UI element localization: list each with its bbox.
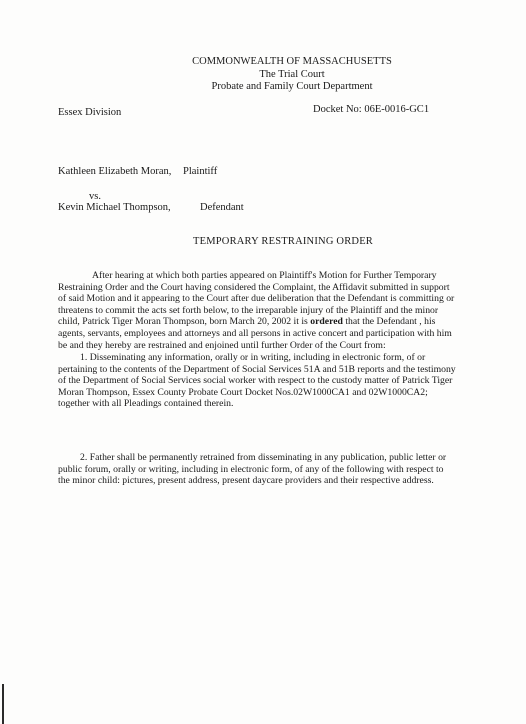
court-header [0, 56, 526, 94]
order-item-2: 2. Father shall be permanently retrained from disseminating in any publication, public letter or public forum, orally or writing, including in electronic form, of any of the following with respect to the minor child: pictures, present address, present daycare providers and their respective address. [58, 452, 447, 487]
versus-label: vs. [89, 191, 101, 202]
plaintiff-line [58, 166, 218, 177]
docket-number: Docket No: 06E-0016-GC1 [313, 104, 430, 115]
division-label: Essex Division [58, 107, 122, 118]
header-department: Probate and Family Court Department [211, 81, 373, 92]
intro-ordered: ordered [310, 316, 343, 328]
order-item-1: 1. Disseminating any information, orally or in writing, including in electronic form, of or pertaining to the contents of the Department of Social Services 51A and 51B reports and the testimony of the Department of Social Services social worker with respect to the custody matter of Patrick Tiger Moran Thompson, Essex County Probate Court Docket Nos.02W1000CA1 and 02W1000CA2; together with all Pleadings contained therein. [58, 352, 456, 410]
header-trial-court: The Trial Court [259, 68, 325, 80]
plaintiff-name: Kathleen Elizabeth Moran, [58, 166, 172, 177]
defendant-line [58, 202, 244, 213]
defendant-name: Kevin Michael Thompson, [58, 202, 171, 213]
intro-after: that the Defendant , his agents, servants, employees and attorneys and all persons in active concert and participation with him be and they hereby are restrained and enjoined until further Order of the Court from: [58, 316, 452, 351]
plaintiff-role: Plaintiff [183, 166, 218, 177]
intro-paragraph [58, 270, 456, 351]
intro-before: After hearing at which both parties appeared on Plaintiff's Motion for Further Temporary Restraining Order and the Court having considered the Complaint, the Affidavit submitted in support of said Motion and it appearing to the Court after due deliberation that the Defendant is committing or threatens to commit the acts set forth below, to the irreparable injury of the Plaintiff and the minor child, Patrick Tiger Moran Thompson, born March 20, 2002 it is [58, 270, 455, 328]
defendant-role: Defendant [200, 202, 244, 213]
document-title: TEMPORARY RESTRAINING ORDER [192, 236, 374, 247]
scan-edge-mark [2, 684, 4, 724]
header-commonwealth: COMMONWEALTH OF MASSACHUSETTS [192, 56, 392, 67]
